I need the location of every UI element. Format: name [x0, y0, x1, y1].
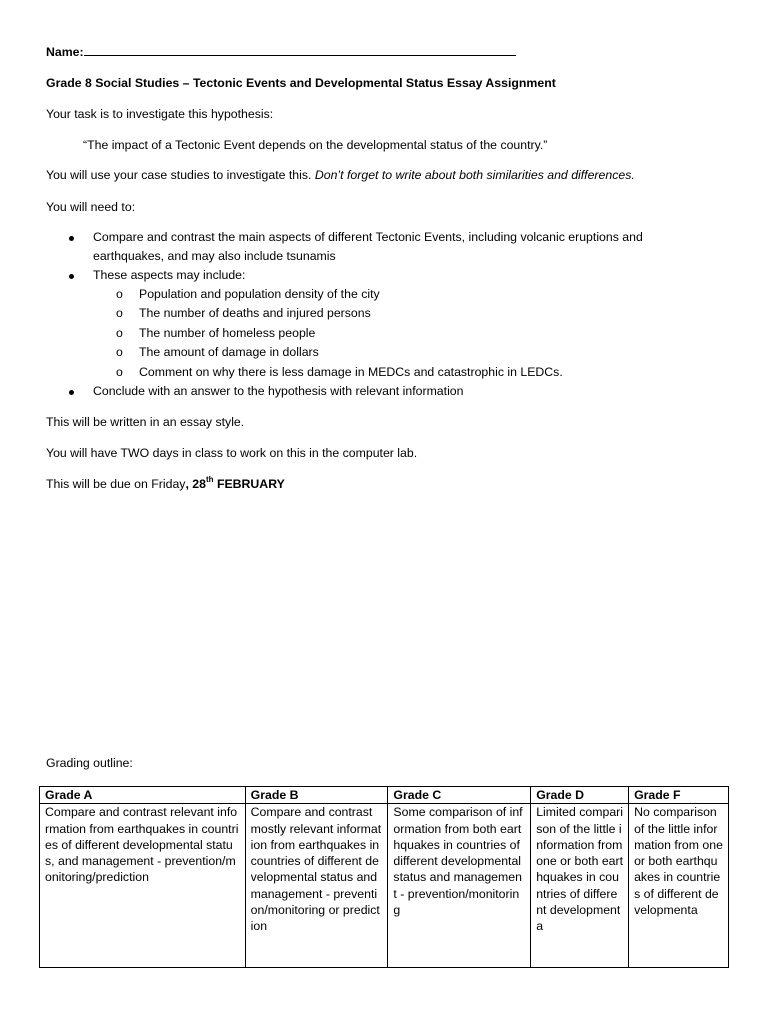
header-grade-f: Grade F	[629, 787, 729, 804]
task-intro: Your task is to investigate this hypothesis:	[46, 107, 274, 121]
sub-bullet-marker: o	[116, 365, 123, 379]
name-label: Name:	[46, 45, 84, 59]
due-month: FEBRUARY	[216, 477, 285, 491]
due-day-suffix: th	[205, 474, 214, 484]
criteria-text: Compare and contrast relevant information from earthquakes in countries of different developmental status, and management - prevention/monitoring/prediction	[45, 805, 239, 885]
due-comma: ,	[185, 477, 189, 491]
sub-bullet-marker: o	[116, 306, 123, 320]
bullet-text: Compare and contrast the main aspects of different Tectonic Events, including volcanic eruptions and	[93, 230, 643, 244]
criteria-text: Some comparison of information from both earthquakes in countries of different developmental status and management - prevention/monitoring	[393, 805, 523, 918]
grading-criteria-row	[40, 804, 729, 968]
case-studies-emphasis: Don’t forget to write about both similarities and differences.	[314, 168, 635, 182]
sub-bullet-text: The number of homeless people	[139, 326, 316, 340]
class-days-note: You will have TWO days in class to work on this in the computer lab.	[46, 446, 418, 460]
bullet-dot-icon	[69, 390, 74, 395]
sub-bullet-text: Comment on why there is less damage in MEDCs and catastrophic in LEDCs.	[139, 365, 563, 379]
sub-bullet-marker: o	[116, 345, 123, 359]
criteria-text: Compare and contrast mostly relevant information from earthquakes in countries of different developmental status and management - prevention/monitoring or prediction	[250, 805, 382, 934]
bullet-text: These aspects may include:	[93, 268, 246, 282]
essay-style-note: This will be written in an essay style.	[46, 415, 245, 429]
case-studies-line	[46, 167, 635, 183]
due-prefix: This will be due on Friday	[46, 477, 186, 491]
header-grade-d: Grade D	[531, 787, 629, 804]
bullet-dot-icon	[69, 236, 74, 241]
header-grade-a: Grade A	[40, 787, 246, 804]
criteria-grade-c	[388, 804, 531, 968]
sub-bullet-text: Population and population density of the city	[139, 287, 380, 301]
sub-bullet-marker: o	[116, 287, 123, 301]
grading-table	[39, 786, 729, 968]
criteria-grade-d	[531, 804, 629, 968]
sub-bullet-text: The number of deaths and injured persons	[139, 306, 371, 320]
need-intro: You will need to:	[46, 200, 136, 214]
grading-header-row	[40, 787, 729, 804]
criteria-text: Limited comparison of the little information from one or both earthquakes in countries of different developmenta	[536, 805, 624, 934]
sub-bullet-text: The amount of damage in dollars	[139, 345, 319, 359]
case-studies-text: You will use your case studies to investigate this.	[46, 168, 312, 182]
criteria-grade-b	[245, 804, 388, 968]
hypothesis-quote: “The impact of a Tectonic Event depends on the developmental status of the country.”	[83, 138, 548, 152]
grading-outline-label: Grading outline:	[46, 756, 133, 770]
criteria-grade-a	[40, 804, 246, 968]
criteria-grade-f	[629, 804, 729, 968]
name-line	[46, 44, 516, 60]
bullet-text: earthquakes, and may also include tsunamis	[93, 249, 336, 263]
header-grade-c: Grade C	[388, 787, 531, 804]
header-grade-b: Grade B	[245, 787, 388, 804]
due-date-line	[46, 476, 285, 492]
due-day: 28	[192, 477, 206, 491]
sub-bullet-marker: o	[116, 326, 123, 340]
bullet-marker	[69, 229, 74, 245]
bullet-text: Conclude with an answer to the hypothesis with relevant information	[93, 384, 464, 398]
criteria-text: No comparison of the little information from one or both earthquakes in countries of different developmenta	[634, 805, 723, 918]
bullet-marker	[69, 383, 74, 399]
bullet-dot-icon	[69, 274, 74, 279]
bullet-marker	[69, 267, 74, 283]
assignment-title: Grade 8 Social Studies – Tectonic Events and Developmental Status Essay Assignment	[46, 76, 556, 90]
name-blank	[84, 44, 516, 56]
